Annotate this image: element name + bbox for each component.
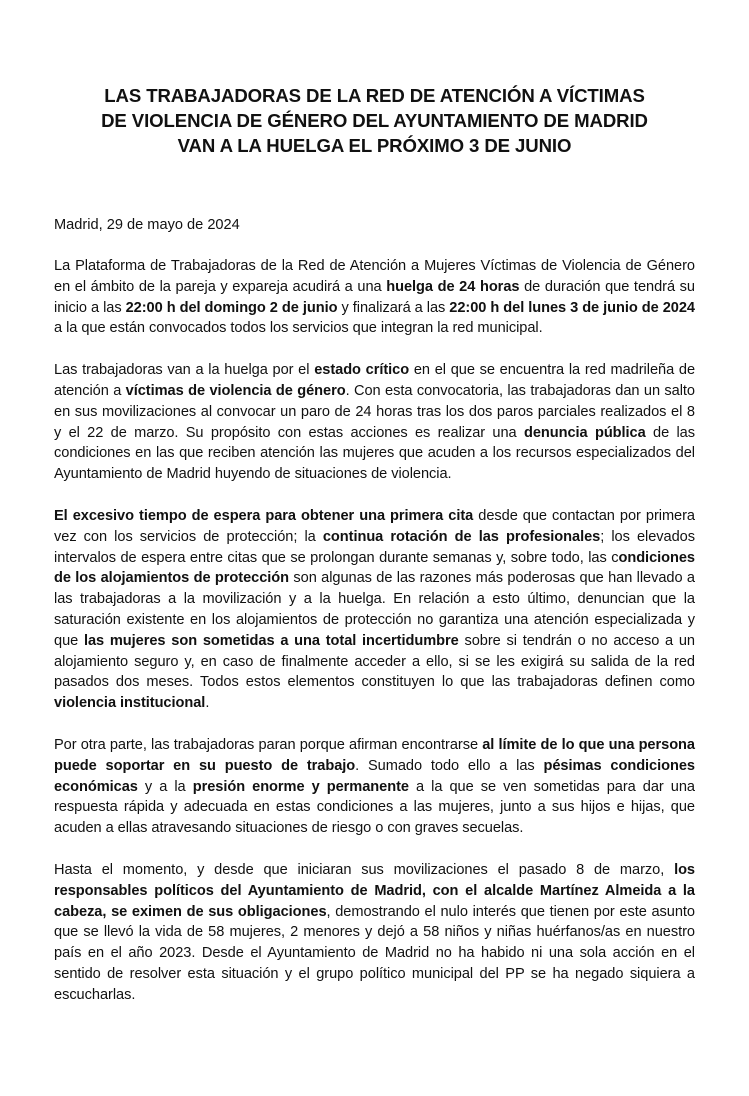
text-run: y finalizará a las	[337, 299, 450, 316]
title-line: VAN A LA HUELGA EL PRÓXIMO 3 DE JUNIO	[177, 135, 572, 156]
text-run: .	[205, 695, 210, 712]
title-line: DE VIOLENCIA DE GÉNERO DEL AYUNTAMIENTO DE MADRID	[101, 110, 648, 131]
bold-text-run: presión enorme y permanente	[192, 778, 409, 795]
bold-text-run: violencia institucional	[54, 695, 206, 712]
text-run: Hasta el momento, y desde que iniciaran sus movilizaciones el pasado 8 de marzo,	[54, 861, 675, 878]
text-run: ; los elevados intervalos de espera entre citas que se prolongan durante semanas y, sobre todo, las c	[54, 528, 695, 566]
bold-text-run: víctimas de violencia de género	[125, 382, 346, 399]
text-run: . Con esta convocatoria, las trabajadoras dan un salto en sus movilizaciones al convocar un paro de 24 horas tras los dos paros parciales realizados el 8 y el 22 de marzo. Su propósito con estas acciones es realizar una	[54, 382, 695, 441]
text-run: La Plataforma de Trabajadoras de la Red de Atención a Mujeres Víctimas de Violencia de Género en el ámbito de la pareja y expareja acudirá a una	[54, 258, 695, 295]
text-run: en el que se encuentra la red madrileña de atención a	[54, 362, 696, 399]
bold-text-run: ondiciones de los alojamientos de protección	[54, 549, 695, 587]
paragraph-waiting-times	[54, 506, 695, 714]
date-line: Madrid, 29 de mayo de 2024	[54, 217, 240, 233]
text-run: a la que están convocados todos los servicios que integran la red municipal.	[54, 320, 543, 337]
text-run: , demostrando el nulo interés que tienen por este asunto que se llevó la vida de 58 mujeres, 2 menores y dejó a 58 niños y niñas huérfanos/as en nuestro país en el año 2023. Desde el Ayuntamiento de Madrid no ha habido ni una sola acción en el sentido de resolver esta situación y el grupo político municipal del PP se ha negado siquiera a escucharlas.	[54, 903, 695, 1003]
title-line: LAS TRABAJADORAS DE LA RED DE ATENCIÓN A VÍCTIMAS	[104, 85, 645, 106]
text-run: Por otra parte, las trabajadoras paran porque afirman encontrarse	[54, 736, 483, 753]
bold-text-run: huelga de 24 horas	[386, 278, 520, 295]
text-run: desde que contactan por primera vez con los servicios de protección; la	[54, 507, 695, 545]
bold-text-run: 22:00 h del domingo 2 de junio	[125, 299, 338, 316]
text-run: son algunas de las razones más poderosas que han llevado a las trabajadoras a la movilización y a la huelga. En relación a esto último, denuncian que la saturación existente en los alojamientos de protección no garantiza una atención especializada y que	[54, 570, 695, 649]
bold-text-run: continua rotación de las profesionales	[322, 528, 601, 545]
text-run: sobre si tendrán o no acceso a un alojamiento seguro y, en caso de finalmente acceder a ello, si se les exigirá su salida de la red pasados dos meses. Todos estos elementos constituyen lo que las trabajadoras definen como	[54, 632, 695, 691]
bold-text-run: estado crítico	[314, 362, 410, 379]
text-run: de las condiciones en las que reciben atención las mujeres que acuden a los recursos especializados del Ayuntamiento de Madrid huyendo de situaciones de violencia.	[54, 424, 695, 483]
paragraph-political-response	[54, 860, 695, 1006]
text-run: de duración que tendrá su inicio a las	[54, 278, 695, 316]
bold-text-run: 22:00 h del lunes 3 de junio de 2024	[449, 299, 695, 316]
paragraph-working-conditions	[54, 735, 695, 839]
paragraph-critical-state	[54, 360, 695, 485]
text-run: Las trabajadoras van a la huelga por el	[54, 362, 315, 379]
text-run: a la que se ven sometidas para dar una respuesta rápida y adecuada en estas condiciones a las mujeres, junto a sus hijos e hijas, que acuden a ellas atravesando situaciones de riesgo o con graves secuelas.	[54, 778, 695, 837]
paragraph-strike-announcement	[54, 256, 695, 339]
bold-text-run: los responsables políticos del Ayuntamiento de Madrid, con el alcalde Martínez Almeida a la cabeza, se eximen de sus obligaciones	[54, 861, 695, 920]
text-run: . Sumado todo ello a las	[355, 757, 544, 774]
bold-text-run: al límite de lo que una persona puede soportar en su puesto de trabajo	[54, 736, 695, 774]
bold-text-run: las mujeres son sometidas a una total incertidumbre	[83, 632, 459, 649]
press-release-title	[54, 0, 695, 158]
bold-text-run: El excesivo tiempo de espera para obtener una primera cita	[54, 507, 474, 524]
text-run: y a la	[137, 778, 193, 795]
bold-text-run: pésimas condiciones económicas	[54, 757, 695, 795]
bold-text-run: denuncia pública	[523, 424, 646, 441]
